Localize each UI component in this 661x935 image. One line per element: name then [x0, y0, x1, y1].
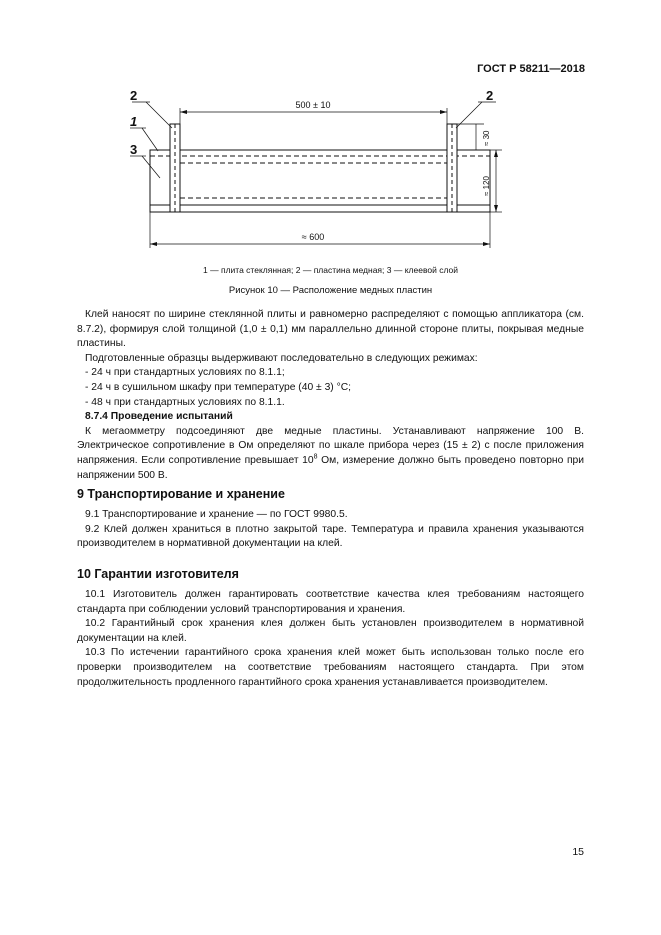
label-3: 3	[130, 142, 138, 157]
section-10-heading: 10 Гарантии изготовителя	[77, 567, 239, 581]
document-header: ГОСТ Р 58211—2018	[477, 63, 585, 75]
body-block	[77, 308, 584, 483]
dim-bottom-label: ≈ 600	[301, 232, 325, 242]
exponent: 8	[313, 453, 318, 461]
label-1: 1	[130, 114, 138, 129]
paragraph: 9.1 Транспортирование и хранение — по ГОСТ 9980.5.	[85, 509, 348, 520]
label-2-right: 2	[486, 88, 494, 103]
section-10-body	[77, 588, 584, 690]
glass-plate	[150, 150, 490, 212]
figure-copper-plates	[0, 88, 661, 258]
list-item: - 24 ч при стандартных условиях по 8.1.1;	[85, 367, 285, 379]
page-number: 15	[572, 846, 584, 858]
paragraph: 9.2 Клей должен храниться в плотно закрытой таре. Температура и правила хранения указываются производителем в нормативной документации на клей.	[77, 523, 584, 550]
section-9-heading: 9 Транспортирование и хранение	[77, 487, 285, 501]
list-item: - 24 ч в сушильном шкафу при температуре (40 ± 3) °С;	[85, 381, 351, 393]
section-9-body	[77, 508, 584, 552]
figure-legend: 1 — плита стеклянная; 2 — пластина медная; 3 — клеевой слой	[203, 265, 458, 275]
dim-top-label: 500 ± 10	[295, 100, 331, 110]
list-item: - 48 ч при стандартных условиях по 8.1.1.	[85, 396, 285, 408]
paragraph: К мегаомметру подсоединяют две медные пластины. Устанавливают напряжение 100 В. Электрическое сопротивление в Ом определяют по шкале прибора через (15 ± 2) с после приложения напряжения. Если сопротивление превышает $10^8$ Ом, измерение должно быть проведено повторно при напряжении 500 В.	[77, 425, 585, 481]
dim-30-label: ≈ 30	[482, 130, 491, 146]
subsection-heading: 8.7.4 Проведение испытаний	[85, 411, 233, 423]
label-2-left: 2	[130, 88, 138, 103]
figure-title: Рисунок 10 — Расположение медных пластин	[228, 285, 433, 296]
paragraph: Клей наносят по ширине стеклянной плиты и равномерно распределяют с помощью аппликатора (см. 8.7.2), формируя слой толщиной (1,0 ± 0,1) мм параллельно длинной стороне плиты, покрывая медные пластины.	[77, 309, 584, 350]
paragraph: 10.2 Гарантийный срок хранения клея должен быть установлен производителем в нормативной документации на клей.	[77, 618, 584, 644]
paragraph: 10.1 Изготовитель должен гарантировать соответствие качества клея требованиям настоящего стандарта при соблюдении условий транспортирования и хранения.	[77, 589, 584, 615]
paragraph: 10.3 По истечении гарантийного срока хранения клей может быть использован только после его проверки производителем на соответствие требованиям настоящего стандарта. При этом продолжительность продленного гарантийного срока хранения устанавливается производителем.	[77, 647, 584, 688]
paragraph: Подготовленные образцы выдерживают последовательно в следующих режимах:	[85, 352, 478, 364]
dim-120-label: ≈ 120	[482, 176, 491, 196]
